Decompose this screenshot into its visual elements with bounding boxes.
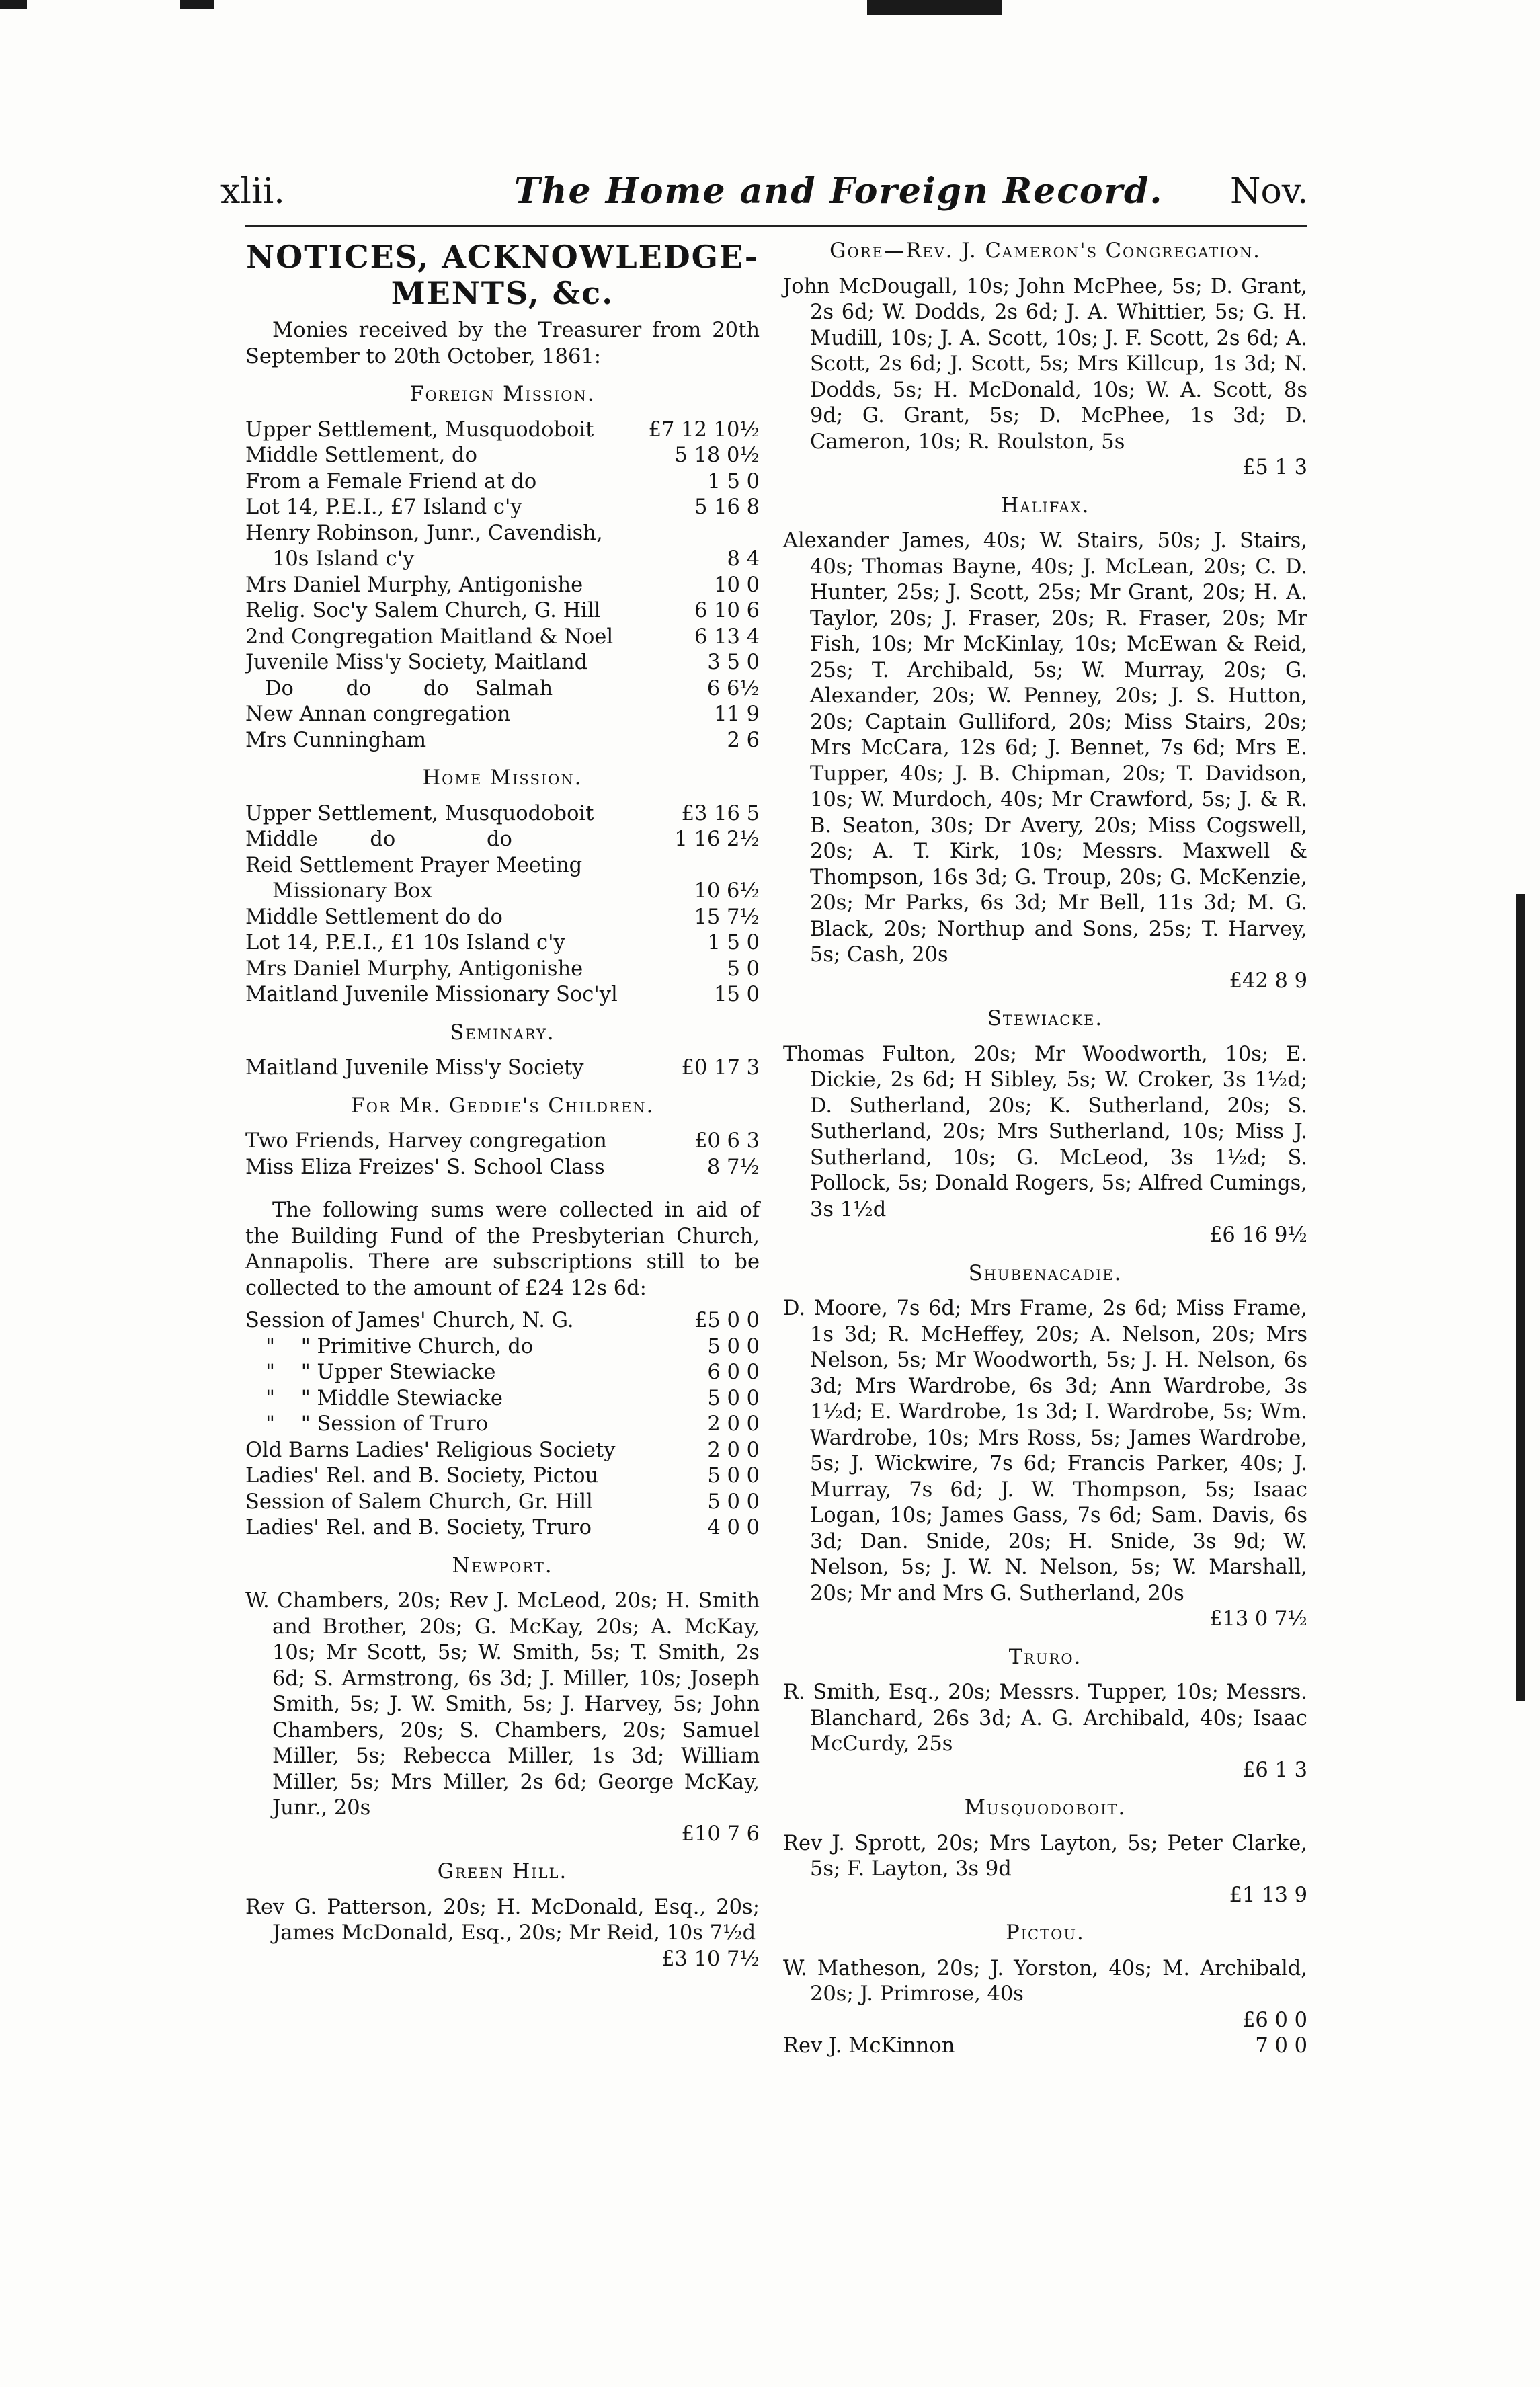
ledger-row — [245, 1360, 760, 1386]
ledger-row — [245, 1308, 760, 1334]
entry-label: Lot 14, P.E.I., £7 Island c'y — [245, 495, 522, 519]
entry-label: Henry Robinson, Junr., Cavendish, — [245, 521, 603, 545]
entry-amount: 3 5 0 — [707, 651, 760, 674]
entry-label: Maitland Juvenile Missionary Soc'yl — [245, 983, 618, 1006]
entry-amount: 5 18 0½ — [674, 444, 760, 467]
entry-label: From a Female Friend at do — [245, 469, 537, 493]
entry-label: Ladies' Rel. and B. Society, Pictou — [245, 1464, 599, 1488]
entry-label: Juvenile Miss'y Society, Maitland — [245, 651, 588, 674]
section-heading-green-hill: Green Hill. — [437, 1860, 568, 1884]
entry-amount: £5 0 0 — [694, 1309, 760, 1332]
ledger-row — [245, 417, 760, 444]
ledger-row — [245, 495, 760, 521]
entry-amount: 1 5 0 — [707, 469, 760, 493]
entry-amount: 15 0 — [714, 983, 760, 1006]
section-heading-newport: Newport. — [452, 1553, 553, 1578]
section-heading-foreign-mission: Foreign Mission. — [409, 382, 596, 406]
entry-amount: 10 0 — [714, 573, 760, 597]
section-total: £6 16 9½ — [1209, 1223, 1307, 1247]
section-heading-seminary: Seminary. — [450, 1020, 555, 1045]
entry-label: Rev J. McKinnon — [783, 2034, 955, 2058]
ledger-row — [245, 676, 760, 702]
ledger-row — [245, 1490, 760, 1516]
entry-amount: 1 16 2½ — [674, 827, 760, 851]
ledger-row — [245, 1412, 760, 1438]
entry-amount: 4 0 0 — [707, 1516, 760, 1539]
entry-amount: 8 4 — [727, 547, 760, 571]
entry-amount: 5 0 0 — [707, 1334, 760, 1359]
entry-amount: 6 0 0 — [707, 1361, 760, 1384]
ledger-row — [245, 905, 760, 931]
entry-label: Missionary Box — [272, 879, 432, 903]
entry-label: Upper Settlement, Musquodoboit — [245, 801, 594, 825]
section-total: £1 13 9 — [1229, 1883, 1307, 1907]
section-heading-gore: Gore—Rev. J. Cameron's Congregation. — [829, 239, 1261, 263]
scan-mark — [1516, 894, 1525, 1701]
entry-amount: 6 10 6 — [694, 599, 760, 622]
pictou-contributors: W. Matheson, 20s; J. Yorston, 40s; M. Archibald, 20s; J. Primrose, 40s — [783, 1956, 1307, 2006]
entry-label: Lot 14, P.E.I., £1 10s Island c'y — [245, 931, 565, 955]
entry-amount: 2 6 — [727, 728, 760, 752]
ledger-row — [245, 982, 760, 1008]
entry-label: Mrs Cunningham — [245, 728, 427, 752]
ledger-row — [245, 598, 760, 624]
ledger-row — [245, 1515, 760, 1541]
musquodoboit-contributors: Rev J. Sprott, 20s; Mrs Layton, 5s; Peter Clarke, 5s; F. Layton, 3s 9d — [783, 1831, 1307, 1881]
ledger-row — [245, 1438, 760, 1464]
entry-label: Miss Eliza Freizes' S. School Class — [245, 1155, 605, 1179]
section-total: £5 1 3 — [1242, 456, 1307, 479]
section-heading-truro: Truro. — [1008, 1645, 1082, 1669]
ledger-row — [245, 1334, 760, 1361]
ledger-row — [245, 547, 760, 573]
ledger-row — [245, 879, 760, 905]
entry-label: " " Middle Stewiacke — [266, 1386, 503, 1410]
section-total: £10 7 6 — [681, 1822, 760, 1846]
entry-label: Middle do do — [245, 827, 512, 851]
scan-mark — [0, 0, 27, 9]
ledger-row — [245, 573, 760, 599]
entry-label: New Annan congregation — [245, 702, 511, 726]
entry-label: Session of Salem Church, Gr. Hill — [245, 1490, 593, 1514]
ledger-row — [245, 1386, 760, 1412]
entry-label: " " Primitive Church, do — [266, 1334, 534, 1359]
entry-label: Old Barns Ladies' Religious Society — [245, 1438, 616, 1462]
ledger-row — [245, 1155, 760, 1181]
truro-contributors: R. Smith, Esq., 20s; Messrs. Tupper, 10s; Messrs. Blanchard, 26s 3d; A. G. Archibald, 40s; Isaac McCurdy, 25s — [783, 1681, 1307, 1756]
entry-label: Do do do Salmah — [245, 676, 553, 700]
entry-amount: £0 17 3 — [681, 1056, 760, 1080]
section-heading-geddie-children: For Mr. Geddie's Children. — [350, 1094, 655, 1118]
entry-amount: 5 0 0 — [707, 1464, 760, 1488]
entry-label: Maitland Juvenile Miss'y Society — [245, 1056, 584, 1080]
entry-label: 2nd Congregation Maitland & Noel — [245, 624, 614, 649]
section-total: £42 8 9 — [1229, 969, 1307, 993]
section-heading-musquodoboit: Musquodoboit. — [964, 1796, 1127, 1820]
entry-label: Session of James' Church, N. G. — [245, 1309, 574, 1332]
ledger-row — [245, 827, 760, 853]
entry-amount: £0 6 3 — [694, 1129, 760, 1153]
periodical-title: The Home and Foreign Record. — [514, 171, 1164, 212]
entry-label: 10s Island c'y — [272, 547, 415, 571]
section-total: £6 0 0 — [1242, 2008, 1307, 2032]
section-total: £6 1 3 — [1242, 1758, 1307, 1782]
entry-amount: 5 0 0 — [707, 1386, 760, 1410]
entry-label: Two Friends, Harvey congregation — [245, 1129, 607, 1153]
entry-label: Middle Settlement, do — [245, 444, 477, 467]
entry-amount: 15 7½ — [694, 905, 760, 929]
foreign-mission-list — [245, 417, 760, 754]
entry-amount: £3 16 5 — [681, 801, 760, 825]
entry-amount: 7 0 0 — [1255, 2034, 1307, 2058]
entry-amount: 1 5 0 — [707, 931, 760, 955]
ledger-row — [245, 957, 760, 983]
ledger-row — [245, 1129, 760, 1155]
entry-amount: 2 0 0 — [707, 1438, 760, 1462]
issue-month: Nov. — [1230, 171, 1309, 212]
entry-amount: 2 0 0 — [707, 1412, 760, 1436]
entry-label: " " Upper Stewiacke — [266, 1361, 496, 1384]
section-heading-halifax: Halifax. — [1000, 493, 1090, 518]
building-fund-list — [245, 1308, 760, 1541]
section-heading-home-mission: Home Mission. — [422, 766, 583, 790]
ledger-row — [245, 650, 760, 676]
page-title: NOTICES, ACKNOWLEDGE-MENTS, &c. — [246, 239, 759, 311]
section-heading-shubenacadie: Shubenacadie. — [968, 1261, 1123, 1285]
ledger-row — [783, 2033, 1307, 2060]
ledger-row — [245, 1055, 760, 1082]
entry-amount: 8 7½ — [706, 1155, 760, 1179]
ledger-row — [245, 702, 760, 728]
newport-contributors: W. Chambers, 20s; Rev J. McLeod, 20s; H. Smith and Brother, 20s; G. McKay, 20s; A. McKay, 10s; Mr Scott, 5s; W. Smith, 5s; T. Smith, 2s 6d; S. Armstrong, 6s 3d; J. Miller, 10s; Joseph Smith, 5s; J. W. Smith, 5s; J. Harvey, 5s; John Chambers, 20s; S. Chambers, 20s; Samuel Miller, 5s; Rebecca Miller, 1s 3d; William Miller, 5s; Mrs Miller, 2s 6d; George McKay, Junr., 20s — [245, 1589, 760, 1820]
section-total: £13 0 7½ — [1209, 1607, 1307, 1631]
entry-label: Middle Settlement do do — [245, 905, 503, 929]
section-heading-stewiacke: Stewiacke. — [987, 1007, 1104, 1030]
running-head — [0, 165, 1540, 218]
left-column — [245, 239, 760, 1972]
gore-contributors: John McDougall, 10s; John McPhee, 5s; D. Grant, 2s 6d; W. Dodds, 2s 6d; J. A. Whittier, 5s; G. H. Mudill, 10s; J. A. Scott, 10s; J. F. Scott, 2s 6d; A. Scott, 2s 6d; J. Scott, 5s; Mrs Killcup, 1s 3d; N. Dodds, 5s; H. McDonald, 10s; W. A. Scott, 8s 9d; G. Grant, 5s; D. McPhee, 1s 3d; D. Cameron, 10s; R. Roulston, 5s — [783, 274, 1307, 454]
header-rule — [245, 225, 1307, 227]
entry-label: Relig. Soc'y Salem Church, G. Hill — [245, 599, 601, 622]
entry-amount: 5 16 8 — [694, 495, 760, 519]
entry-amount: 6 13 4 — [694, 624, 760, 649]
shubenacadie-contributors: D. Moore, 7s 6d; Mrs Frame, 2s 6d; Miss Frame, 1s 3d; R. McHeffey, 20s; A. Nelson, 20s; Mrs Nelson, 5s; Mr Woodworth, 5s; J. H. Nelson, 6s 3d; Mrs Wardrobe, 6s 3d; Ann Wardrobe, 3s 1½d; E. Wardrobe, 1s 3d; I. Wardrobe, 5s; Wm. Wardrobe, 10s; Mrs Ross, 5s; James Wardrobe, 5s; J. Wickwire, 7s 6d; Francis Parker, 40s; J. Murray, 7s 6d; J. W. Thompson, 5s; Isaac Logan, 10s; James Gass, 7s 6d; Sam. Davis, 6s 3d; Dan. Snide, 20s; H. Snide, 3s 9d; W. Nelson, 5s; J. W. N. Nelson, 5s; W. Marshall, 20s; Mr and Mrs G. Sutherland, 20s — [783, 1297, 1307, 1605]
scan-mark — [180, 0, 214, 9]
entry-amount: 5 0 — [727, 957, 760, 981]
entry-label: " " Session of Truro — [266, 1412, 489, 1436]
entry-amount: 10 6½ — [694, 879, 760, 903]
entry-label: Reid Settlement Prayer Meeting — [245, 853, 583, 877]
stewiacke-contributors: Thomas Fulton, 20s; Mr Woodworth, 10s; E. Dickie, 2s 6d; H Sibley, 5s; W. Croker, 3s 1½d; D. Sutherland, 20s; K. Sutherland, 20s; S. Sutherland, 20s; Mrs Sutherland, 10s; Miss J. Sutherland, 10s; G. McLeod, 3s 1½d; S. Pollock, 5s; Donald Rogers, 5s; Alfred Cumings, 3s 1½d — [783, 1042, 1307, 1221]
entry-label: Upper Settlement, Musquodoboit — [245, 417, 594, 442]
entry-label: Mrs Daniel Murphy, Antigonishe — [245, 573, 583, 597]
ledger-row — [245, 624, 760, 651]
green-hill-contributors: Rev G. Patterson, 20s; H. McDonald, Esq., 20s; James McDonald, Esq., 20s; Mr Reid, 10s 7½d — [245, 1895, 760, 1945]
building-fund-intro: The following sums were collected in aid of the Building Fund of the Presbyterian Church, Annapolis. There are subscriptions still to be collected to the amount of £24 12s 6d: — [245, 1199, 760, 1300]
right-column — [783, 239, 1307, 2060]
entry-amount: 6 6½ — [706, 676, 760, 700]
ledger-row — [245, 521, 760, 547]
section-total: £3 10 7½ — [661, 1947, 760, 1971]
scan-mark — [867, 0, 1002, 15]
ledger-row — [245, 1463, 760, 1490]
ledger-row — [245, 728, 760, 754]
ledger-row — [245, 469, 760, 495]
entry-label: Mrs Daniel Murphy, Antigonishe — [245, 957, 583, 981]
ledger-row — [245, 930, 760, 957]
ledger-row — [245, 443, 760, 469]
ledger-row — [245, 801, 760, 827]
entry-amount: £7 12 10½ — [648, 417, 760, 442]
ledger-row — [245, 853, 760, 879]
halifax-contributors: Alexander James, 40s; W. Stairs, 50s; J. Stairs, 40s; Thomas Bayne, 40s; J. McLean, 20s; C. D. Hunter, 25s; J. Scott, 25s; Mr Grant, 20s; H. A. Taylor, 20s; J. Fraser, 20s; R. Fraser, 20s; Mr Fish, 10s; Mr McKinlay, 10s; McEwan & Reid, 25s; T. Archibald, 5s; W. Murray, 20s; G. Alexander, 20s; W. Penney, 20s; J. S. Hutton, 20s; Captain Gulliford, 20s; Miss Stairs, 20s; Mrs McCara, 12s 6d; J. Bennet, 7s 6d; Mrs E. Tupper, 40s; J. B. Chipman, 20s; T. Davidson, 10s; W. Murdoch, 40s; Mr Crawford, 5s; J. & R. B. Seaton, 30s; Dr Avery, 20s; Miss Cogswell, 20s; A. T. Kirk, 10s; Messrs. Maxwell & Thompson, 16s 3d; G. Troup, 20s; G. McKenzie, 20s; Mr Parks, 6s 3d; Mr Bell, 11s 3d; M. G. Black, 20s; Northup and Sons, 25s; T. Harvey, 5s; Cash, 20s — [783, 529, 1307, 967]
entry-amount: 5 0 0 — [707, 1490, 760, 1514]
intro-paragraph: Monies received by the Treasurer from 20th September to 20th October, 1861: — [245, 319, 760, 368]
section-heading-pictou: Pictou. — [1006, 1921, 1085, 1945]
entry-amount: 11 9 — [714, 702, 760, 726]
entry-label: Ladies' Rel. and B. Society, Truro — [245, 1516, 592, 1539]
page-number: xlii. — [220, 171, 285, 212]
home-mission-list — [245, 801, 760, 1008]
